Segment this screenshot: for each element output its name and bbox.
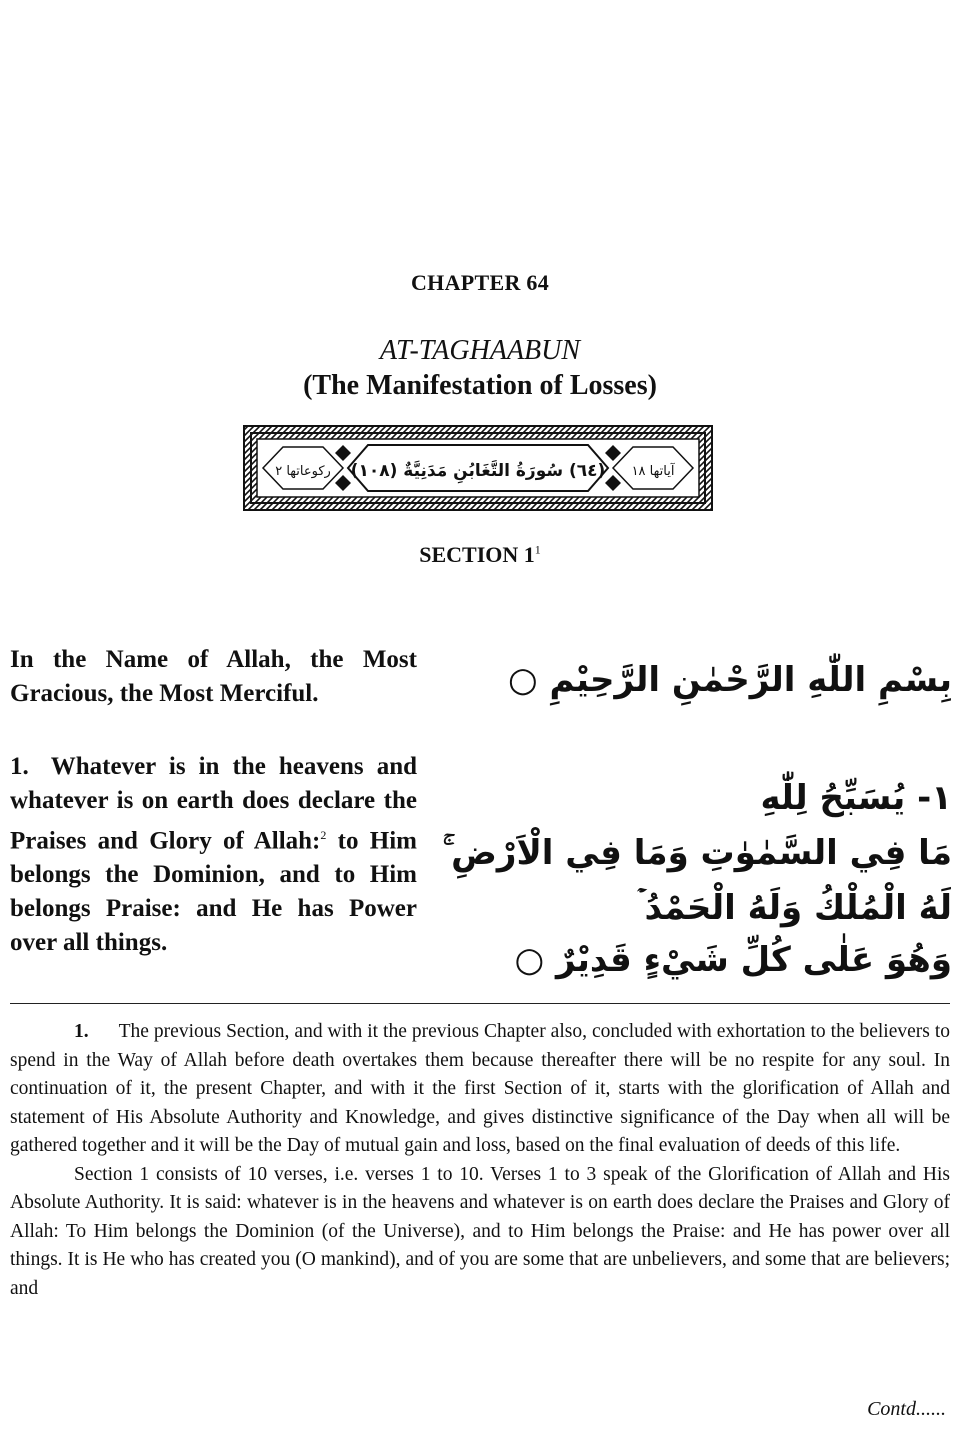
banner-right-text: آياتها ١٨ [631,464,675,479]
basmala-english: In the Name of Allah, the Most Gracious, the Most Merciful. [10,646,417,707]
continued-label: Contd...... [867,1398,946,1420]
footnote-number: 1. [74,1021,89,1042]
verse-1-arabic-line-2: مَا فِي السَّمٰوٰتِ وَمَا فِي الْاَرْضِ ۚ [442,833,952,873]
section-heading [0,542,960,568]
verse-1-arabic-line-4: وَهُوَ عَلٰى كُلِّ شَيْءٍ قَدِيْرٌ ○ [514,940,952,980]
verse-number: 1. [10,753,29,780]
footnote-paragraph-1-text: The previous Section, and with it the previous Chapter also, concluded with exhortation to the believers to spend in the Way of Allah before death overtakes them because thereafter there will be no respite for any soul. In continuation of it, the present Chapter, and with it the first Section of it, starts with the glorification of Allah and statement of His Absolute Authority and Knowledge, and gives distinctive significance of the Day when all will be gathered together and it will be the Day of mutual gain and loss, based on the final evaluation of deeds of this life. [10,1021,950,1156]
verse-1-footnote-ref: 2 [320,828,327,842]
verse-1-english [10,750,417,960]
banner-center-text: (٦٤) سُورَةُ التَّغَابُنِ مَدَنِيَّةٌ (١٠٨) [350,461,606,481]
verse-1-arabic-line-3: لَهُ الْمُلْكُ وَلَهُ الْحَمْدُ ۡ [635,888,952,928]
section-footnote-ref: 1 [534,542,541,557]
footnote-paragraph-2: Section 1 consists of 10 verses, i.e. verses 1 to 10. Verses 1 to 3 speak of the Glorification of Allah and His Absolute Authority. It is said: whatever is in the heavens and whatever is on earth does declare the Praises and Glory of Allah: To Him belongs the Dominion (of the Universe), and to Him belongs the Praise: and He has power over all things. It is He who has created you (O mankind), and of you are some that are unbelievers, and some that are believers; and [10,1163,950,1299]
basmala-arabic: بِسْمِ اللّٰهِ الرَّحْمٰنِ الرَّحِيْمِ ○ [507,660,952,700]
verse-1-text-a: Whatever is in the heavens and whatever is on earth does declare the Praises and Glory of Allah: [10,753,417,855]
footnote-divider [10,1003,950,1004]
section-label: SECTION 1 [419,542,535,567]
chapter-heading: CHAPTER 64 [410,270,550,295]
surah-banner [243,425,713,511]
footnote-block [10,1018,950,1303]
footnote-paragraph-1 [10,1018,950,1161]
chapter-title-transliterated: AT-TAGHAABUN [379,335,581,366]
banner-left-text: ركوعاتها ٢ [275,464,331,479]
verse-1-arabic-line-1: ١- يُسَبِّحُ لِلّٰهِ [760,778,952,818]
chapter-title-english: (The Manifestation of Losses) [303,370,657,401]
verse-1-text-b: to Him belongs the Dominion, and to Him belongs Praise: and He has Power over all things. [10,827,417,957]
